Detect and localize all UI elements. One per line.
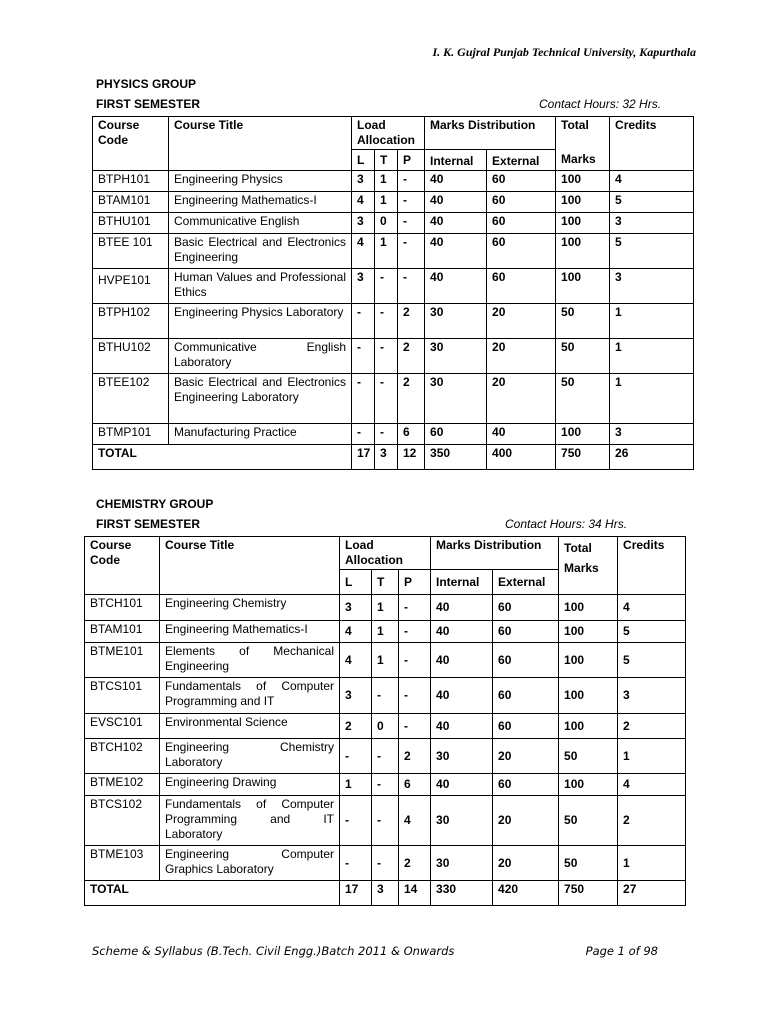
lecture-hours: 3 — [352, 213, 375, 234]
internal-marks: 40 — [425, 192, 487, 213]
external-marks: 60 — [493, 714, 559, 739]
external-marks: 20 — [493, 739, 559, 774]
lecture-hours: - — [352, 339, 375, 374]
tutorial-hours: - — [372, 796, 399, 846]
total-marks: 100 — [556, 213, 610, 234]
col-t: T — [372, 570, 399, 595]
practical-hours: - — [398, 234, 425, 269]
lecture-hours: 4 — [340, 621, 372, 643]
internal-marks: 40 — [431, 714, 493, 739]
col-course-code: Course Code — [93, 117, 169, 171]
chemistry-header-row — [85, 537, 686, 570]
course-title: Elements of Mechanical Engineering — [160, 643, 340, 678]
col-external: External — [493, 570, 559, 595]
practical-hours: - — [399, 714, 431, 739]
practical-hours: - — [398, 213, 425, 234]
course-title: Engineering Physics Laboratory — [169, 304, 352, 339]
col-marks-label: Marks — [561, 152, 596, 166]
tutorial-hours: 1 — [375, 171, 398, 192]
external-marks: 60 — [487, 213, 556, 234]
physics-header-row — [93, 117, 694, 150]
internal-marks: 40 — [425, 171, 487, 192]
table-row — [93, 234, 694, 269]
tutorial-hours: - — [372, 846, 399, 881]
table-row — [85, 621, 686, 643]
lecture-hours: 3 — [340, 678, 372, 714]
total-marks: 50 — [559, 846, 618, 881]
external-marks: 40 — [487, 424, 556, 445]
course-title: Engineering Drawing — [160, 774, 340, 796]
chemistry-contact-hours: Contact Hours: 34 Hrs. — [505, 517, 628, 531]
tutorial-hours: 1 — [375, 192, 398, 213]
total-row — [93, 445, 694, 470]
external-marks: 60 — [487, 234, 556, 269]
course-title: Engineering Mathematics-I — [169, 192, 352, 213]
course-title: Basic Electrical and Electronics Engineering Laboratory — [169, 374, 352, 424]
course-code: BTMP101 — [93, 424, 169, 445]
practical-hours: 6 — [398, 424, 425, 445]
external-marks: 20 — [493, 846, 559, 881]
external-marks: 60 — [487, 171, 556, 192]
internal-marks: 60 — [425, 424, 487, 445]
practical-hours: 4 — [399, 796, 431, 846]
total-marks: 50 — [556, 374, 610, 424]
practical-hours: 2 — [399, 739, 431, 774]
col-external: External — [487, 150, 556, 171]
tutorial-hours: - — [372, 678, 399, 714]
tutorial-hours: 1 — [375, 234, 398, 269]
lecture-hours: - — [352, 424, 375, 445]
internal-marks: 40 — [431, 678, 493, 714]
practical-hours: - — [399, 621, 431, 643]
tutorial-hours: - — [375, 304, 398, 339]
tutorial-hours: 1 — [372, 621, 399, 643]
practical-hours: - — [398, 192, 425, 213]
table-row — [85, 595, 686, 621]
course-title: Engineering Computer Graphics Laboratory — [160, 846, 340, 881]
col-total-marks — [556, 117, 610, 171]
internal-marks: 40 — [425, 269, 487, 304]
course-code: BTPH102 — [93, 304, 169, 339]
external-marks: 60 — [487, 269, 556, 304]
tutorial-hours: 0 — [375, 213, 398, 234]
internal-marks: 40 — [425, 213, 487, 234]
table-row — [85, 846, 686, 881]
credits: 1 — [618, 739, 686, 774]
course-code: BTME102 — [85, 774, 160, 796]
table-row — [93, 192, 694, 213]
tutorial-hours: - — [375, 374, 398, 424]
course-title: Communicative English Laboratory — [169, 339, 352, 374]
lecture-hours: - — [340, 739, 372, 774]
credits: 1 — [610, 339, 694, 374]
course-title: Engineering Physics — [169, 171, 352, 192]
total-marks: 100 — [559, 714, 618, 739]
total-marks: 50 — [556, 304, 610, 339]
lecture-hours: - — [352, 374, 375, 424]
course-title: Engineering Chemistry Laboratory — [160, 739, 340, 774]
course-code: BTPH101 — [93, 171, 169, 192]
total-marks: 100 — [559, 678, 618, 714]
lecture-hours: 1 — [340, 774, 372, 796]
external-marks: 20 — [487, 374, 556, 424]
table-row — [93, 213, 694, 234]
external-marks: 20 — [487, 304, 556, 339]
total-credits: 27 — [618, 881, 686, 906]
course-code: BTCS101 — [85, 678, 160, 714]
col-l: L — [352, 150, 375, 171]
col-load-allocation: Load Allocation — [352, 117, 425, 150]
total-internal: 350 — [425, 445, 487, 470]
chemistry-group-heading: CHEMISTRY GROUP — [96, 497, 214, 511]
external-marks: 60 — [487, 192, 556, 213]
practical-hours: 6 — [399, 774, 431, 796]
practical-hours: - — [398, 171, 425, 192]
physics-contact-hours: Contact Hours: 32 Hrs. — [539, 97, 662, 111]
credits: 5 — [618, 643, 686, 678]
tutorial-hours: - — [375, 424, 398, 445]
tutorial-hours: 0 — [372, 714, 399, 739]
col-total-marks: Total Marks — [559, 537, 618, 595]
credits: 5 — [610, 234, 694, 269]
external-marks: 20 — [487, 339, 556, 374]
total-tutorial: 3 — [372, 881, 399, 906]
total-marks: 50 — [559, 739, 618, 774]
course-title: Basic Electrical and Electronics Engineering — [169, 234, 352, 269]
course-code: BTME101 — [85, 643, 160, 678]
col-marks-distribution: Marks Distribution — [431, 537, 559, 570]
total-marks: 100 — [559, 774, 618, 796]
total-external: 400 — [487, 445, 556, 470]
credits: 2 — [618, 714, 686, 739]
lecture-hours: 3 — [352, 171, 375, 192]
table-row — [93, 171, 694, 192]
total-practical: 14 — [399, 881, 431, 906]
total-marks: 100 — [559, 621, 618, 643]
course-code: EVSC101 — [85, 714, 160, 739]
table-row — [85, 678, 686, 714]
credits: 5 — [618, 621, 686, 643]
total-external: 420 — [493, 881, 559, 906]
credits: 3 — [610, 213, 694, 234]
credits: 3 — [618, 678, 686, 714]
credits: 1 — [610, 374, 694, 424]
internal-marks: 30 — [425, 339, 487, 374]
col-t: T — [375, 150, 398, 171]
col-course-code: Course Code — [85, 537, 160, 595]
total-tutorial: 3 — [375, 445, 398, 470]
total-label: TOTAL — [85, 881, 340, 906]
course-code: BTHU101 — [93, 213, 169, 234]
total-practical: 12 — [398, 445, 425, 470]
table-row — [85, 714, 686, 739]
internal-marks: 30 — [431, 739, 493, 774]
footer-scheme-text: Scheme & Syllabus (B.Tech. Civil Engg.)Batch 2011 & Onwards — [92, 944, 455, 958]
lecture-hours: 3 — [352, 269, 375, 304]
lecture-hours: 4 — [352, 192, 375, 213]
external-marks: 60 — [493, 643, 559, 678]
col-credits: Credits — [618, 537, 686, 595]
col-internal: Internal — [425, 150, 487, 171]
external-marks: 60 — [493, 678, 559, 714]
credits: 3 — [610, 424, 694, 445]
total-marks: 50 — [556, 339, 610, 374]
tutorial-hours: - — [372, 739, 399, 774]
lecture-hours: 3 — [340, 595, 372, 621]
total-lecture: 17 — [352, 445, 375, 470]
course-title: Fundamentals of Computer Programming and IT Laboratory — [160, 796, 340, 846]
lecture-hours: 4 — [340, 643, 372, 678]
internal-marks: 40 — [431, 774, 493, 796]
credits: 3 — [610, 269, 694, 304]
tutorial-hours: 1 — [372, 643, 399, 678]
total-marks: 100 — [556, 424, 610, 445]
col-p: P — [399, 570, 431, 595]
course-code: HVPE101 — [93, 269, 169, 304]
course-title: Engineering Chemistry — [160, 595, 340, 621]
col-total-label: Total — [561, 118, 589, 132]
table-row — [85, 643, 686, 678]
external-marks: 60 — [493, 774, 559, 796]
credits: 2 — [618, 796, 686, 846]
total-marks: 100 — [556, 192, 610, 213]
physics-semester-heading: FIRST SEMESTER — [96, 97, 201, 111]
practical-hours: 2 — [398, 374, 425, 424]
tutorial-hours: - — [375, 339, 398, 374]
lecture-hours: 2 — [340, 714, 372, 739]
course-title: Engineering Mathematics-I — [160, 621, 340, 643]
internal-marks: 40 — [431, 595, 493, 621]
tutorial-hours: - — [375, 269, 398, 304]
practical-hours: - — [399, 643, 431, 678]
lecture-hours: - — [340, 796, 372, 846]
credits: 1 — [618, 846, 686, 881]
practical-hours: - — [399, 678, 431, 714]
external-marks: 60 — [493, 595, 559, 621]
table-row — [93, 424, 694, 445]
col-credits: Credits — [610, 117, 694, 171]
lecture-hours: - — [352, 304, 375, 339]
practical-hours: 2 — [398, 304, 425, 339]
course-title: Manufacturing Practice — [169, 424, 352, 445]
total-marks: 100 — [559, 595, 618, 621]
table-row — [85, 739, 686, 774]
course-title: Fundamentals of Computer Programming and IT — [160, 678, 340, 714]
course-code: BTCH102 — [85, 739, 160, 774]
lecture-hours: 4 — [352, 234, 375, 269]
total-marks: 100 — [556, 234, 610, 269]
col-course-title: Course Title — [169, 117, 352, 171]
total-credits: 26 — [610, 445, 694, 470]
credits: 4 — [618, 595, 686, 621]
table-row — [85, 796, 686, 846]
internal-marks: 40 — [425, 234, 487, 269]
table-row — [93, 304, 694, 339]
total-marks-sum: 750 — [559, 881, 618, 906]
internal-marks: 40 — [431, 621, 493, 643]
col-p: P — [398, 150, 425, 171]
col-load-allocation: Load Allocation — [340, 537, 431, 570]
course-title: Human Values and Professional Ethics — [169, 269, 352, 304]
credits: 5 — [610, 192, 694, 213]
internal-marks: 30 — [425, 304, 487, 339]
table-row — [93, 339, 694, 374]
course-code: BTAM101 — [93, 192, 169, 213]
course-code: BTAM101 — [85, 621, 160, 643]
credits: 1 — [610, 304, 694, 339]
total-marks: 100 — [556, 171, 610, 192]
total-lecture: 17 — [340, 881, 372, 906]
total-marks: 50 — [559, 796, 618, 846]
physics-course-table — [92, 116, 694, 470]
credits: 4 — [610, 171, 694, 192]
table-row — [93, 269, 694, 304]
total-label: TOTAL — [93, 445, 352, 470]
chemistry-semester-heading: FIRST SEMESTER — [96, 517, 201, 531]
practical-hours: 2 — [399, 846, 431, 881]
course-code: BTCH101 — [85, 595, 160, 621]
physics-group-heading: PHYSICS GROUP — [96, 77, 197, 91]
course-code: BTEE102 — [93, 374, 169, 424]
internal-marks: 30 — [425, 374, 487, 424]
total-marks-sum: 750 — [556, 445, 610, 470]
total-marks: 100 — [556, 269, 610, 304]
table-row — [93, 374, 694, 424]
practical-hours: - — [398, 269, 425, 304]
col-internal: Internal — [431, 570, 493, 595]
external-marks: 60 — [493, 621, 559, 643]
course-code: BTHU102 — [93, 339, 169, 374]
course-title: Communicative English — [169, 213, 352, 234]
lecture-hours: - — [340, 846, 372, 881]
total-row — [85, 881, 686, 906]
col-marks-distribution: Marks Distribution — [425, 117, 556, 150]
table-row — [85, 774, 686, 796]
total-internal: 330 — [431, 881, 493, 906]
university-header: I. K. Gujral Punjab Technical University, Kapurthala — [432, 45, 696, 59]
footer-page-number: Page 1 of 98 — [585, 944, 658, 958]
practical-hours: - — [399, 595, 431, 621]
course-code: BTCS102 — [85, 796, 160, 846]
course-title: Environmental Science — [160, 714, 340, 739]
total-marks: 100 — [559, 643, 618, 678]
tutorial-hours: 1 — [372, 595, 399, 621]
tutorial-hours: - — [372, 774, 399, 796]
practical-hours: 2 — [398, 339, 425, 374]
internal-marks: 40 — [431, 643, 493, 678]
internal-marks: 30 — [431, 796, 493, 846]
credits: 4 — [618, 774, 686, 796]
col-course-title: Course Title — [160, 537, 340, 595]
course-code: BTME103 — [85, 846, 160, 881]
course-code: BTEE 101 — [93, 234, 169, 269]
chemistry-course-table — [84, 536, 686, 906]
external-marks: 20 — [493, 796, 559, 846]
internal-marks: 30 — [431, 846, 493, 881]
col-l: L — [340, 570, 372, 595]
